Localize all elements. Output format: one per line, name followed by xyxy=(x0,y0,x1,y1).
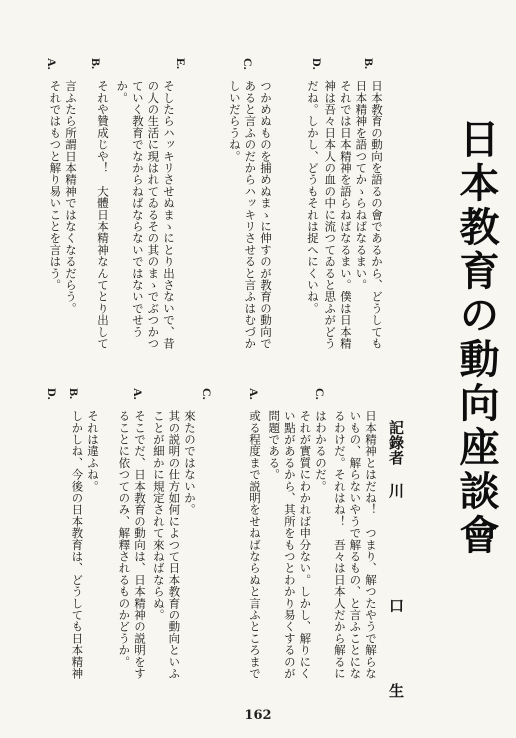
dialogue-block xyxy=(223,80,273,380)
speaker-label: D. xyxy=(45,388,59,400)
speaker-label: E. xyxy=(174,58,188,70)
text-line: か。 xyxy=(115,80,130,104)
speaker-label: C. xyxy=(241,58,255,70)
speaker-label: C. xyxy=(200,388,214,400)
speaker-label: C. xyxy=(313,388,327,400)
speaker-label: B. xyxy=(362,58,376,70)
text-line: 其の説明の仕方如何によつて日本教育の動向といふ xyxy=(167,410,182,680)
dialogue-block xyxy=(320,80,384,380)
speaker-label: A. xyxy=(247,388,261,400)
page-number: 162 xyxy=(244,708,272,723)
dialogue-block xyxy=(110,80,176,380)
text-line: それは違ふね。 xyxy=(86,410,100,492)
text-line: 日本精神を語つてかゝらねばなるまい。 xyxy=(354,80,369,291)
text-line: それでは日本精神を語らねばなるまい。僕は日本精 xyxy=(338,80,353,350)
text-line: 神は吾々日本人の血の中に流つてゐると思ふがどう xyxy=(323,80,338,350)
recorder-name-2: 口 xyxy=(387,598,405,613)
text-line: 或る程度まで説明をせねばならぬと言ふところまで xyxy=(248,410,262,680)
dialogue-block xyxy=(328,410,378,706)
text-line: 日本教育の動向を語るの會であるから、どうしても xyxy=(370,80,384,350)
text-line: それではもつと解り易いことを言はう。 xyxy=(48,80,63,291)
dialogue-block xyxy=(147,410,197,706)
text-line: それや贊成じや！ 大體日本精神なんてとり出して xyxy=(96,80,110,350)
text-line: い點があるから、其所をもつとわかり易くするのが xyxy=(282,410,297,680)
dialogue-block xyxy=(245,410,262,706)
text-line: ことが細かに規定されて來ねばならぬ。 xyxy=(151,410,166,621)
text-line: はわかるのだ。 xyxy=(314,410,328,492)
recorder-name-3: 生 xyxy=(387,683,405,698)
text-line: いもの、解らないやうで解るもの、と言ふことにな xyxy=(348,410,363,680)
text-line: の人の生活に現はれてゐるその其のまゝでぶつかつ xyxy=(146,80,161,350)
text-line: そこでだ、日本教育の動向は、日本精神の説明をす xyxy=(133,410,147,680)
text-line: あると言ふのだからハッキリさせると言ふはむづか xyxy=(243,80,258,350)
dialogue-block xyxy=(303,80,320,380)
text-line: 言ふたら所謂日本精神ではなくなるだらう。 xyxy=(64,80,78,314)
dialogue-block xyxy=(93,80,110,380)
text-line: ることに依つてのみ、解釋されるものかどうか。 xyxy=(117,410,132,668)
dialogue-block xyxy=(66,410,100,706)
dialogue-block xyxy=(262,410,328,706)
speaker-label: D. xyxy=(310,58,324,70)
speaker-label: B. xyxy=(67,388,81,400)
text-line: しかしね、今後の日本教育は、どうしても日本精神 xyxy=(70,410,85,680)
speaker-label: A. xyxy=(131,388,145,400)
dialogue-block xyxy=(113,410,147,706)
text-line: つかめぬものを捕めぬまゝに伸すのが教育の動向で xyxy=(259,80,273,350)
text-line: るわけだ。それはね！ 吾々は日本人だから解るに xyxy=(332,410,347,680)
text-line: ていく教育でなからねばならないではないでせう xyxy=(130,80,145,338)
speaker-label: B. xyxy=(89,58,103,70)
recorder-label: 記錄者 xyxy=(387,420,405,465)
speaker-label: A. xyxy=(45,58,59,70)
text-line: そしたらハッキリさせぬまゝにとり出さないで、昔 xyxy=(162,80,176,350)
text-line: 問題である。 xyxy=(267,410,282,481)
dialogue-block xyxy=(44,80,78,380)
text-line: 來たのではないか。 xyxy=(183,410,197,516)
text-line: それが實質にわかれば申分ない。しかし、解りにく xyxy=(298,410,313,680)
recorder-name-1: 川 xyxy=(387,483,405,498)
recorder-credit xyxy=(386,420,407,720)
text-line: 日本精神とはだね！ つまり、解つたやうで解らな xyxy=(364,410,378,680)
text-line: しいだらうね。 xyxy=(227,80,242,162)
article-title: 日本教育の動向座談會 xyxy=(453,118,500,558)
text-line: だね。しかし、どうもそれは捉へにくいね。 xyxy=(306,80,320,314)
